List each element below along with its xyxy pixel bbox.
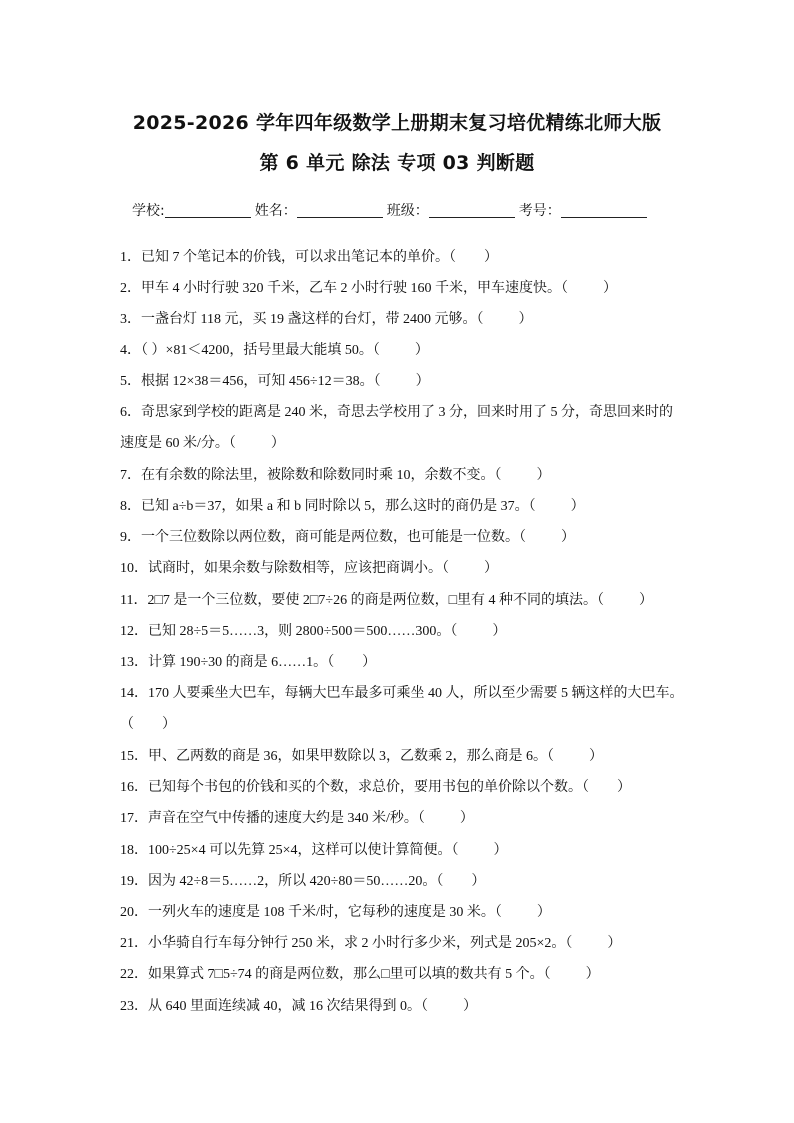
answer-bracket[interactable]: （ ） (528, 499, 585, 514)
answer-bracket[interactable]: （ ） (565, 936, 622, 951)
answer-bracket[interactable]: （ ） (449, 250, 498, 265)
answer-bracket[interactable]: （ ） (228, 436, 285, 451)
question-line (120, 997, 700, 1017)
question-line (120, 622, 700, 642)
question-text: 17．声音在空气中传播的速度大约是 340 米/秒。 (120, 811, 418, 826)
question-text: 5．根据 12×38＝456，可知 456÷12＝38。 (120, 374, 374, 389)
question-line (120, 684, 700, 704)
question-text: 11．2□7 是一个三位数，要使 2□7÷26 的商是两位数，□里有 4 种不同的填法。 (120, 593, 598, 608)
student-info-line (132, 200, 692, 220)
question-text: 18．100÷25×4 可以先算 25×4，这样可以使计算简便。 (120, 843, 452, 858)
question-text: 13．计算 190÷30 的商是 6……1。 (120, 655, 328, 670)
question-text: 22．如果算式 7□5÷74 的商是两位数，那么□里可以填的数共有 5 个。 (120, 967, 544, 982)
question-line (120, 965, 700, 985)
question-line (120, 809, 700, 829)
question-line (120, 310, 700, 330)
answer-bracket[interactable]: （ ） (494, 905, 551, 920)
page-title: 2025-2026 学年四年级数学上册期末复习培优精练北师大版 (132, 112, 662, 134)
school-blank[interactable] (165, 203, 251, 218)
question-text: 15．甲、乙两数的商是 36，如果甲数除以 3，乙数乘 2，那么商是 6。 (120, 749, 547, 764)
question-line (120, 341, 700, 361)
answer-bracket[interactable]: （ ） (543, 967, 600, 982)
class-blank[interactable] (429, 203, 515, 218)
question-line (120, 248, 700, 268)
question-line (120, 903, 700, 923)
name-blank[interactable] (297, 203, 383, 218)
question-line (120, 747, 700, 767)
answer-bracket[interactable]: （ ） (450, 624, 507, 639)
answer-bracket[interactable]: （ ） (436, 874, 486, 889)
question-text: 7．在有余数的除法里，被除数和除数同时乘 10，余数不变。 (120, 468, 495, 483)
question-line (120, 559, 700, 579)
answer-bracket[interactable]: （ ） (451, 843, 508, 858)
question-text: 23．从 640 里面连续减 40，减 16 次结果得到 0。 (120, 999, 421, 1014)
school-label: 学校: (132, 203, 165, 219)
answer-bracket[interactable]: （ ） (417, 811, 474, 826)
question-text: 19．因为 42÷8＝5……2，所以 420÷80＝50……20。 (120, 874, 437, 889)
question-line (120, 497, 700, 517)
question-line (120, 778, 700, 798)
answer-bracket[interactable]: （ ） (547, 749, 603, 764)
question-text: 14．170 人要乘坐大巴车，每辆大巴车最多可乘坐 40 人，所以至少需要 5 辆这样的大巴车。 (120, 686, 684, 701)
class-label: 班级： (386, 203, 429, 219)
question-text: 20．一列火车的速度是 108 千米/时，它每秒的速度是 30 米。 (120, 905, 495, 920)
answer-bracket[interactable]: （ ） (327, 655, 377, 670)
answer-bracket[interactable]: （ ） (373, 374, 430, 389)
question-text: 4．（ ）×81＜4200，括号里最大能填 50。 (120, 343, 373, 358)
question-text: 速度是 60 米/分。 (120, 436, 229, 451)
question-text: 21．小华骑自行车每分钟行 250 米，求 2 小时行多少米，列式是 205×2。 (120, 936, 566, 951)
answer-bracket[interactable]: （ ） (372, 343, 429, 358)
question-line (120, 653, 700, 673)
question-text: 12．已知 28÷5＝5……3，则 2800÷500＝500……300。 (120, 624, 451, 639)
answer-bracket[interactable]: （ ） (561, 281, 617, 296)
question-line-continued (120, 715, 700, 735)
question-text: 2．甲车 4 小时行驶 320 千米，乙车 2 小时行驶 160 千米，甲车速度快。 (120, 281, 561, 296)
question-text: 1．已知 7 个笔记本的价钱，可以求出笔记本的单价。 (120, 250, 449, 265)
answer-bracket[interactable]: （ ） (442, 561, 498, 576)
answer-bracket[interactable]: （ ） (120, 717, 176, 732)
question-text: 8．已知 a÷b＝37，如果 a 和 b 同时除以 5，那么这时的商仍是 37。 (120, 499, 529, 514)
question-line (120, 466, 700, 486)
answer-bracket[interactable]: （ ） (519, 530, 575, 545)
question-line-continued (120, 434, 700, 454)
question-line (120, 403, 700, 423)
name-label: 姓名： (254, 203, 297, 219)
answer-bracket[interactable]: （ ） (582, 780, 631, 795)
question-line (120, 841, 700, 861)
question-line (120, 591, 700, 611)
answer-bracket[interactable]: （ ） (494, 468, 551, 483)
answer-bracket[interactable]: （ ） (476, 312, 533, 327)
page-subtitle: 第 6 单元 除法 专项 03 判断题 (259, 152, 535, 174)
question-text: 10．试商时，如果余数与除数相等，应该把商调小。 (120, 561, 442, 576)
exam-no-blank[interactable] (561, 203, 647, 218)
answer-bracket[interactable]: （ ） (421, 999, 477, 1014)
question-line (120, 872, 700, 892)
answer-bracket[interactable]: （ ） (597, 593, 654, 608)
question-text: 9．一个三位数除以两位数，商可能是两位数，也可能是一位数。 (120, 530, 519, 545)
question-text: 3．一盏台灯 118 元，买 19 盏这样的台灯，带 2400 元够。 (120, 312, 477, 327)
exam-no-label: 考号： (518, 203, 561, 219)
question-text: 6．奇思家到学校的距离是 240 米，奇思去学校用了 3 分，回来时用了 5 分，奇思回来时的 (120, 405, 673, 420)
question-line (120, 372, 700, 392)
question-line (120, 279, 700, 299)
question-text: 16．已知每个书包的价钱和买的个数，求总价，要用书包的单价除以个数。 (120, 780, 582, 795)
question-line (120, 934, 700, 954)
question-line (120, 528, 700, 548)
